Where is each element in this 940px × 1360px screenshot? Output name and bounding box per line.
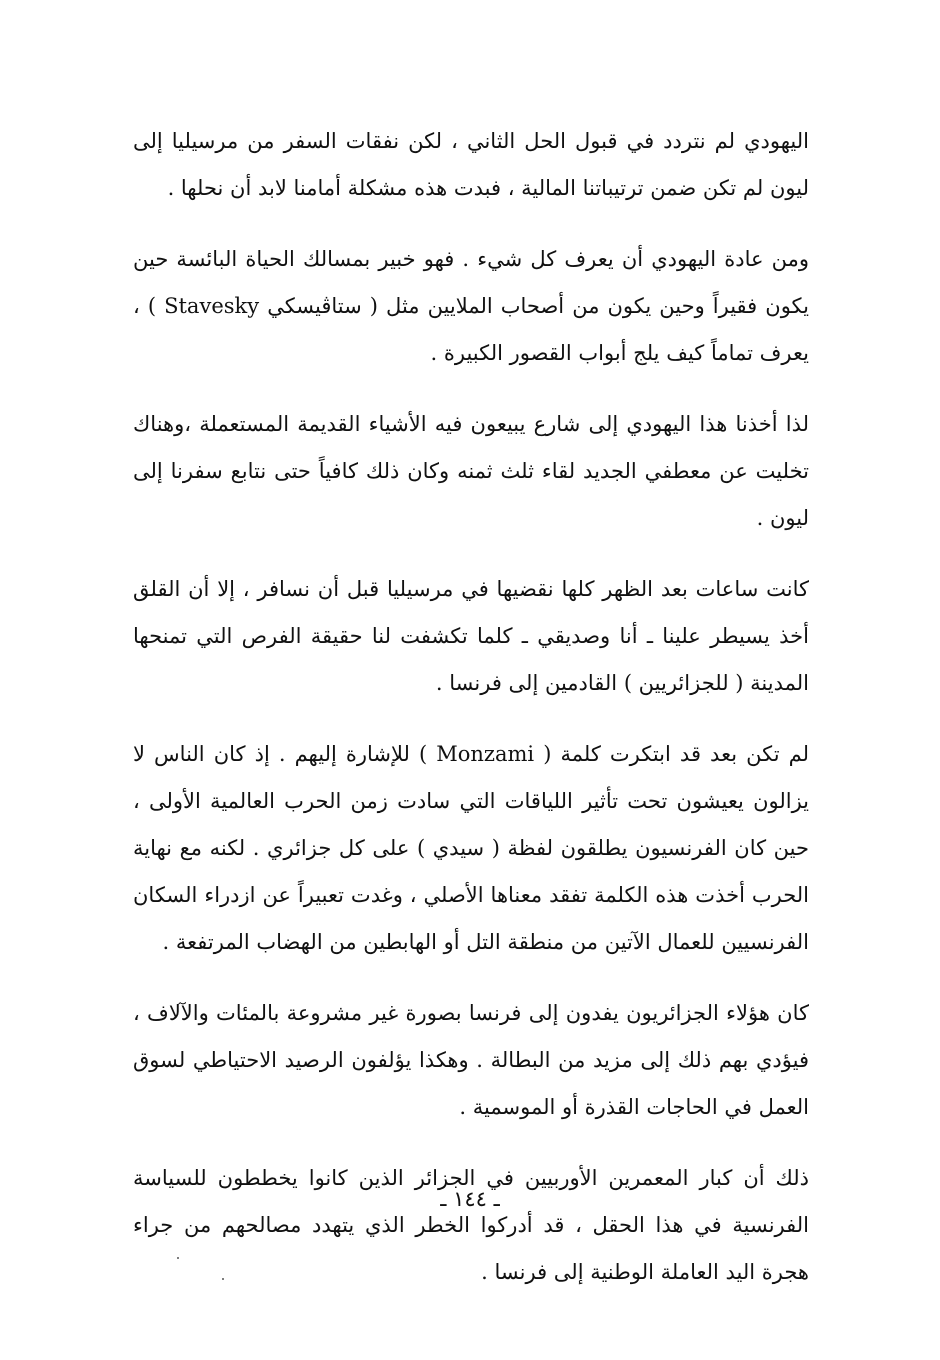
- paragraph: اليهودي لم نتردد في قبول الحل الثاني ، لكن نفقات السفر من مرسيليا إلى ليون لم تكن ضمن ترتيباتنا المالية ، فبدت هذه مشكلة أمامنا لابد أن نحلها .: [133, 129, 809, 200]
- paragraph: لم تكن بعد قد ابتكرت كلمة ( Monzami ) للإشارة إليهم . إذ كان الناس لا يزالون يعيشون تحت تأثير اللياقات التي سادت زمن الحرب العالمية الأولى ، حين كان الفرنسيون يطلقون لفظة ( سيدي ) على كل جزائري . لكنه مع نهاية الحرب أخذت هذه الكلمة تفقد معناها الأصلي ، وغدت تعبيراً عن ازدراء السكان الفرنسيين للعمال الآتين من منطقة التل أو الهابطين من الهضاب المرتفعة .: [133, 742, 809, 954]
- paragraph: كان هؤلاء الجزائريون يفدون إلى فرنسا بصورة غير مشروعة بالمئات والآلاف ، فيؤدي بهم ذلك إلى مزيد من البطالة . وهكذا يؤلفون الرصيد الاحتياطي لسوق العمل في الحاجات القذرة أو الموسمية .: [133, 1001, 809, 1119]
- scan-speck: [177, 1257, 179, 1259]
- paragraph: لذا أخذنا هذا اليهودي إلى شارع يبيعون فيه الأشياء القديمة المستعملة ،وهناك تخليت عن معطفي الجديد لقاء ثلث ثمنه وكان ذلك كافياً حتى نتابع سفرنا إلى ليون .: [133, 412, 809, 530]
- page-text-body: [133, 118, 809, 1320]
- paragraph: ومن عادة اليهودي أن يعرف كل شيء . فهو خبير بمسالك الحياة البائسة حين يكون فقيراً وحين يكون من أصحاب الملايين مثل ( ستاڤيسكي Stavesky ) ، يعرف تماماً كيف يلج أبواب القصور الكبيرة .: [133, 247, 809, 365]
- page-number: ـ ١٤٤ ـ: [440, 1187, 500, 1211]
- scan-speck: [222, 1278, 224, 1280]
- paragraph: ذلك أن كبار المعمرين الأوربيين في الجزائر الذين كانوا يخططون للسياسة الفرنسية في هذا الحقل ، قد أدركوا الخطر الذي يتهدد مصالحهم من جراء هجرة اليد العاملة الوطنية إلى فرنسا .: [133, 1166, 809, 1284]
- scan-specks: [170, 1245, 250, 1295]
- paragraph: كانت ساعات بعد الظهر كلها نقضيها في مرسيليا قبل أن نسافر ، إلا أن القلق أخذ يسيطر علينا ـ أنا وصديقي ـ كلما تكشفت لنا حقيقة الفرص التي تمنحها المدينة ( للجزائريين ) القادمين إلى فرنسا .: [133, 577, 809, 695]
